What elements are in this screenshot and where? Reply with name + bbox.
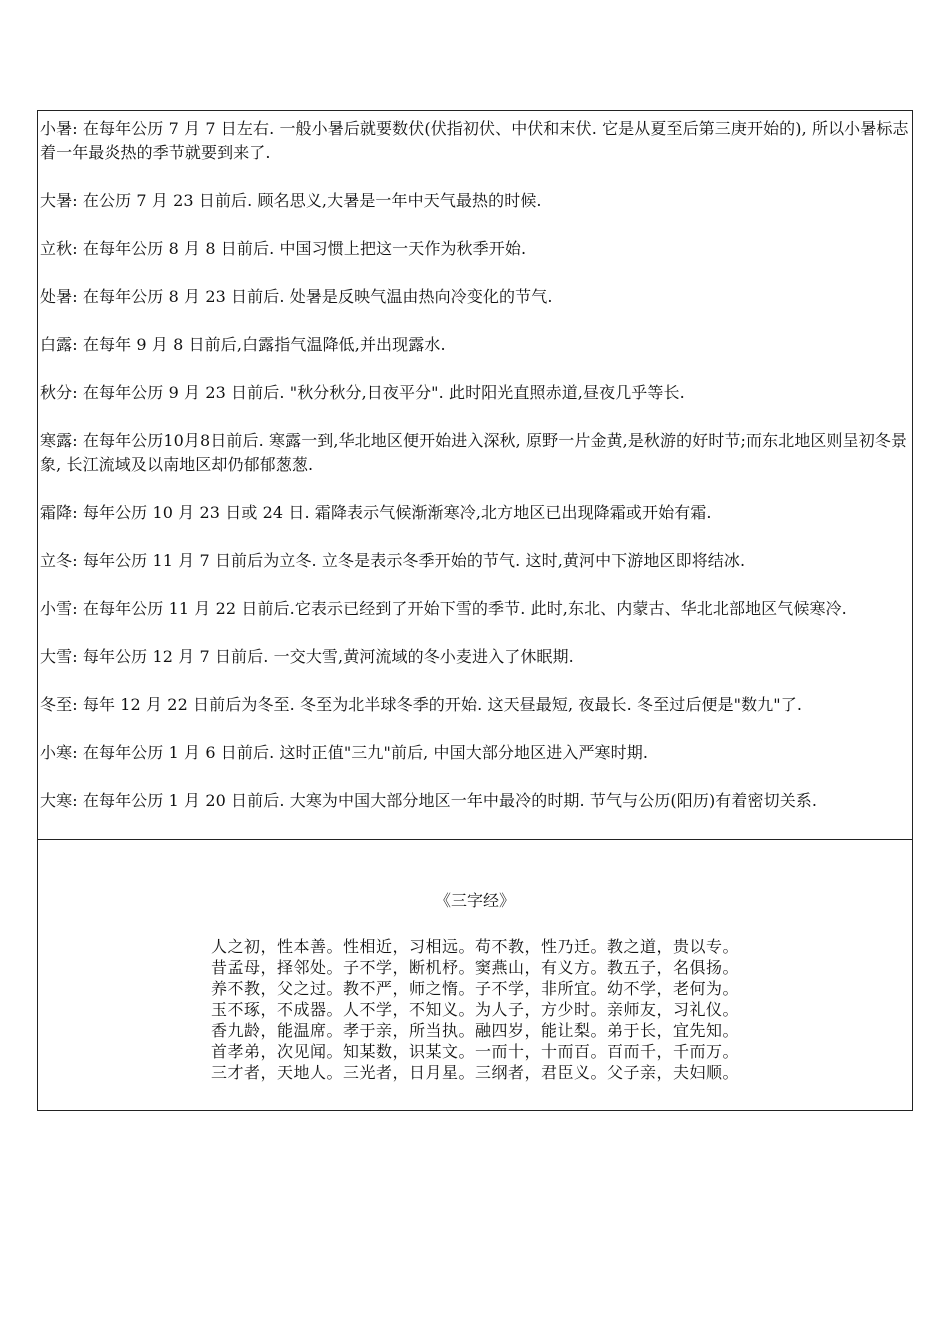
poem-line: 三才者，天地人。三光者，日月星。三纲者，君臣义。父子亲，夫妇顺。 [210, 1063, 739, 1082]
poem-line: 养不教，父之过。教不严，师之惰。子不学，非所宜。幼不学，老何为。 [210, 979, 739, 998]
poem-line: 昔孟母，择邻处。子不学，断机杼。窦燕山，有义方。教五子，名俱扬。 [210, 958, 739, 977]
solar-term-paragraph: 秋分: 在每年公历 9 月 23 日前后. "秋分秋分,日夜平分". 此时阳光直照赤道,昼夜几乎等长. [40, 383, 685, 402]
document-table [37, 110, 913, 1111]
poem-body [38, 936, 912, 1083]
solar-term-paragraph: 冬至: 每年 12 月 22 日前后为冬至. 冬至为北半球冬季的开始. 这天昼最短, 夜最长. 冬至过后便是"数九"了. [40, 695, 803, 714]
poem-line: 首孝弟，次见闻。知某数，识某文。一而十，十而百。百而千，千而万。 [210, 1042, 739, 1061]
poem-line: 香九龄，能温席。孝于亲，所当执。融四岁，能让梨。弟于长，宜先知。 [210, 1021, 739, 1040]
solar-term-paragraph: 大寒: 在每年公历 1 月 20 日前后. 大寒为中国大部分地区一年中最冷的时期. 节气与公历(阳历)有着密切关系. [40, 791, 818, 810]
solar-term-paragraph: 寒露: 在每年公历10月8日前后. 寒露一到,华北地区便开始进入深秋, 原野一片金黄,是秋游的好时节;而东北地区则呈初冬景象, 长江流域及以南地区却仍郁郁葱葱. [40, 431, 908, 474]
solar-term-paragraph: 立秋: 在每年公历 8 月 8 日前后. 中国习惯上把这一天作为秋季开始. [40, 239, 527, 258]
poem-line: 人之初，性本善。性相近，习相远。苟不教，性乃迁。教之道，贵以专。 [210, 937, 739, 956]
poem-cell [38, 840, 912, 1110]
solar-term-paragraph: 立冬: 每年公历 11 月 7 日前后为立冬. 立冬是表示冬季开始的节气. 这时,黄河中下游地区即将结冰. [40, 551, 746, 570]
solar-term-paragraph: 大雪: 每年公历 12 月 7 日前后. 一交大雪,黄河流域的冬小麦进入了休眠期. [40, 647, 574, 666]
poem-line: 玉不琢，不成器。人不学，不知义。为人子，方少时。亲师友，习礼仪。 [210, 1000, 739, 1019]
solar-term-paragraph: 小雪: 在每年公历 11 月 22 日前后.它表示已经到了开始下雪的季节. 此时,东北、内蒙古、华北北部地区气候寒冷. [40, 599, 847, 618]
solar-term-paragraph: 霜降: 每年公历 10 月 23 日或 24 日. 霜降表示气候渐渐寒冷,北方地区已出现降霜或开始有霜. [40, 503, 712, 522]
solar-term-paragraph: 小寒: 在每年公历 1 月 6 日前后. 这时正值"三九"前后, 中国大部分地区进入严寒时期. [40, 743, 649, 762]
solar-term-paragraph: 白露: 在每年 9 月 8 日前后,白露指气温降低,并出现露水. [40, 335, 446, 354]
solar-term-paragraph: 小暑: 在每年公历 7 月 7 日左右. 一般小暑后就要数伏(伏指初伏、中伏和末伏. 它是从夏至后第三庚开始的), 所以小暑标志着一年最炎热的季节就要到来了. [40, 119, 909, 162]
solar-terms-cell [38, 111, 912, 840]
poem-title: 《三字经》 [434, 891, 515, 910]
solar-term-paragraph: 大暑: 在公历 7 月 23 日前后. 顾名思义,大暑是一年中天气最热的时候. [40, 191, 542, 210]
solar-term-paragraph: 处暑: 在每年公历 8 月 23 日前后. 处暑是反映气温由热向冷变化的节气. [40, 287, 553, 306]
